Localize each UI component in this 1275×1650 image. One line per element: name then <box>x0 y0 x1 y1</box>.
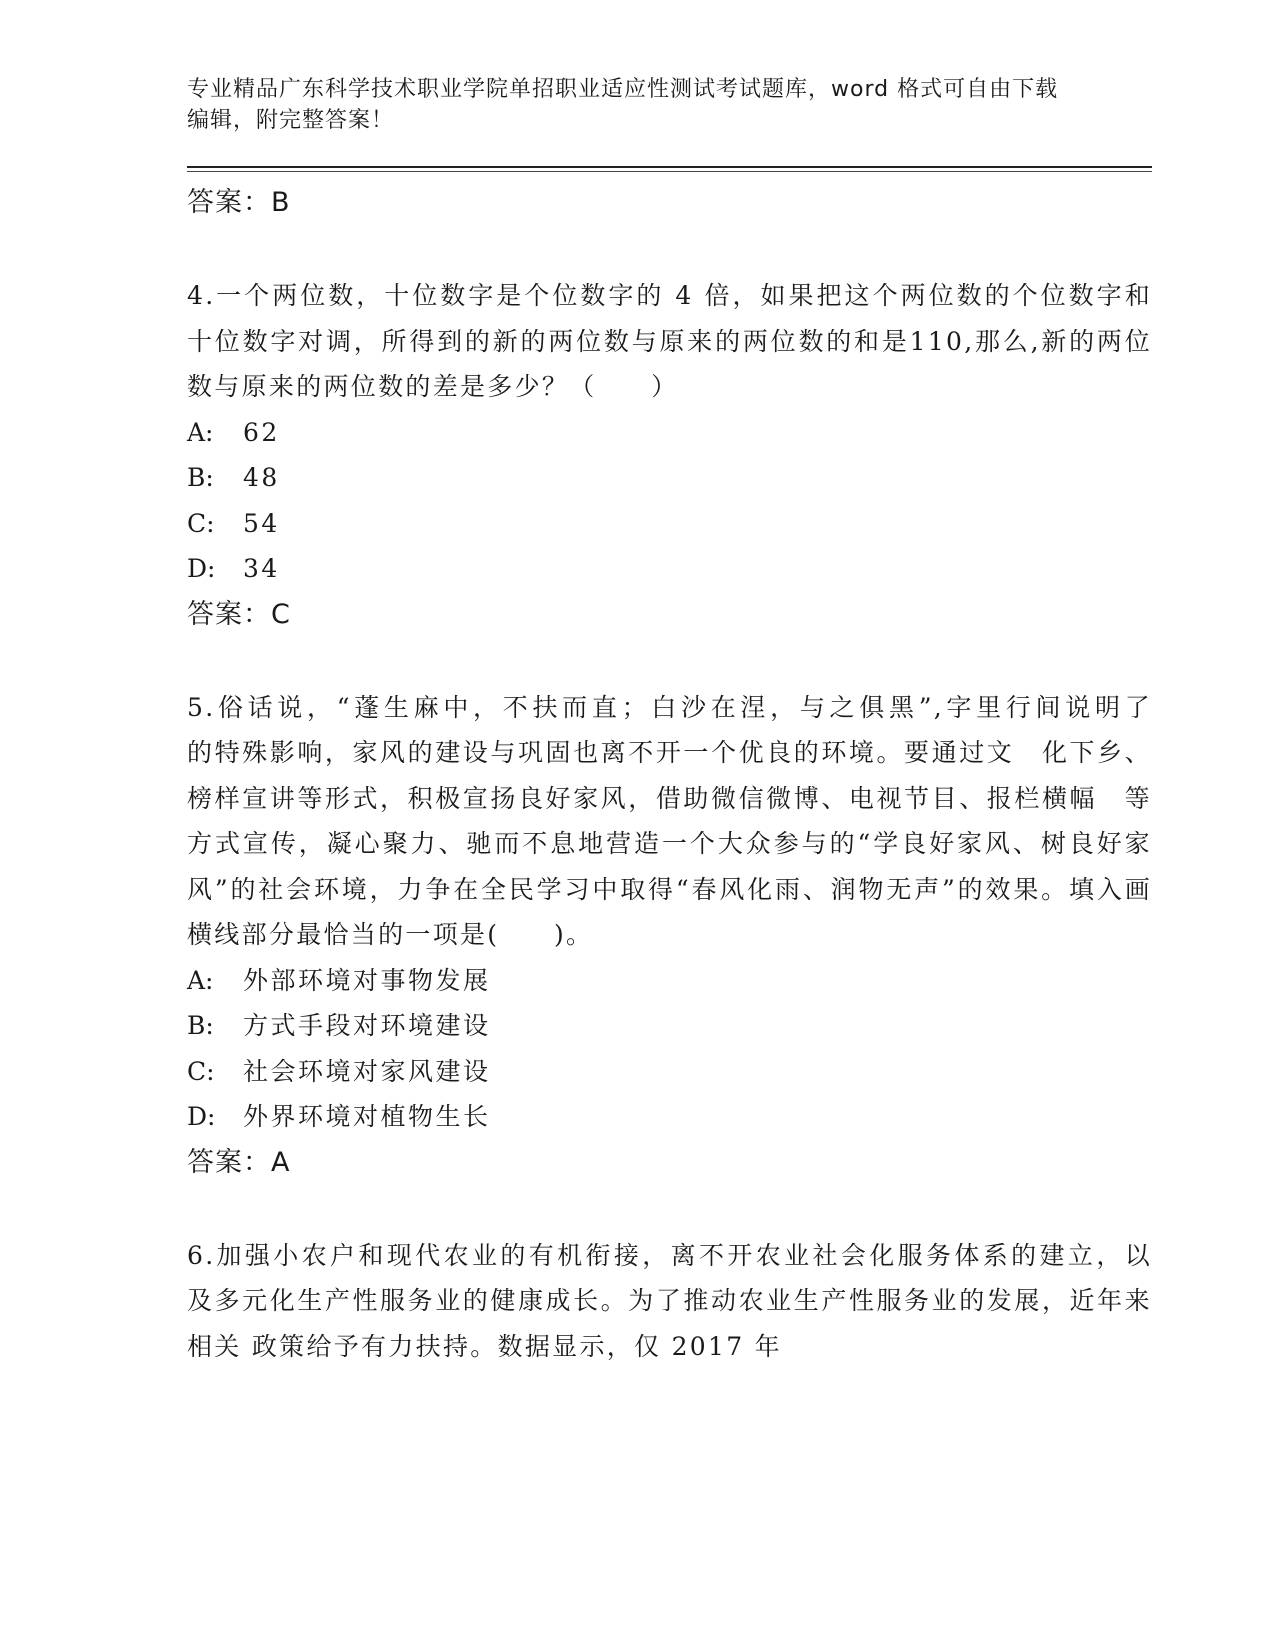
option-text: 54 <box>243 508 280 538</box>
option-d <box>187 546 1152 592</box>
answer-label: 答案：A <box>187 1146 291 1178</box>
option-c <box>187 1049 1152 1095</box>
option-key: B: <box>187 463 214 492</box>
option-a <box>187 410 1152 456</box>
document-page <box>187 70 1234 1369</box>
option-text: 社会环境对家风建设 <box>243 1056 491 1086</box>
option-text: 48 <box>243 463 280 492</box>
option-text: 外界环境对植物生长 <box>243 1102 491 1131</box>
question-stem: 4.一个两位数，十位数字是个位数字的 4 倍，如果把这个两位数的个位数字和 十位数字对调，所得到的新的两位数与原来的两位数的和是110,那么,新的两位数与原来的两位数的差是多少？（ ） <box>187 281 1152 401</box>
question-stem: 6.加强小农户和现代农业的有机衔接，离不开农业社会化服务体系的建立，以 及多元化生产性服务业的健康成长。为了推动农业生产性服务业的发展，近年来相关 政策给予有力扶持。数据显示，仅 2017 年 <box>187 1240 1152 1361</box>
header-rule <box>187 166 1152 168</box>
question-5 <box>187 685 1234 1185</box>
header-rule-thin <box>187 171 1152 172</box>
option-key: C: <box>187 508 215 538</box>
option-text: 34 <box>243 554 280 583</box>
option-text: 方式手段对环境建设 <box>243 1011 491 1040</box>
question-6 <box>187 1233 1152 1370</box>
option-b <box>187 1003 1152 1049</box>
answer-label: 答案：C <box>187 598 291 630</box>
page-header: 专业精品广东科学技术职业学院单招职业适应性测试考试题库，word 格式可自由下载编辑，附完整答案！ <box>187 77 1059 133</box>
option-text: 外部环境对事物发展 <box>243 965 491 995</box>
option-key: A: <box>187 965 214 995</box>
answer-label: 答案：B <box>187 187 291 218</box>
option-key: D: <box>187 1102 216 1131</box>
option-text: 62 <box>243 417 280 447</box>
question-stem: 5.俗话说，“蓬生麻中，不扶而直；白沙在涅，与之俱黑”,字里行间说明了 的特殊影响，家风的建设与巩固也离不开一个优良的环境。要通过文 化下乡、榜样宣讲等形式，积极宣扬良好家风，借助微信微博、电视节目、报栏横幅 等方式宣传，凝心聚力、驰而不息地营造一个大众参与的“学良好家风、树良好家风”的社会环境，力争在全民学习中取得“春风化雨、润物无声”的效果。填入画横线部分最恰当的一项是( )。 <box>187 692 1234 949</box>
option-b <box>187 455 1152 501</box>
option-key: A: <box>187 417 214 447</box>
option-c <box>187 501 1152 547</box>
option-key: D: <box>187 554 216 583</box>
question-4 <box>187 273 1152 637</box>
option-a <box>187 958 1152 1004</box>
option-key: B: <box>187 1011 214 1040</box>
option-d <box>187 1094 1152 1140</box>
option-key: C: <box>187 1056 215 1086</box>
